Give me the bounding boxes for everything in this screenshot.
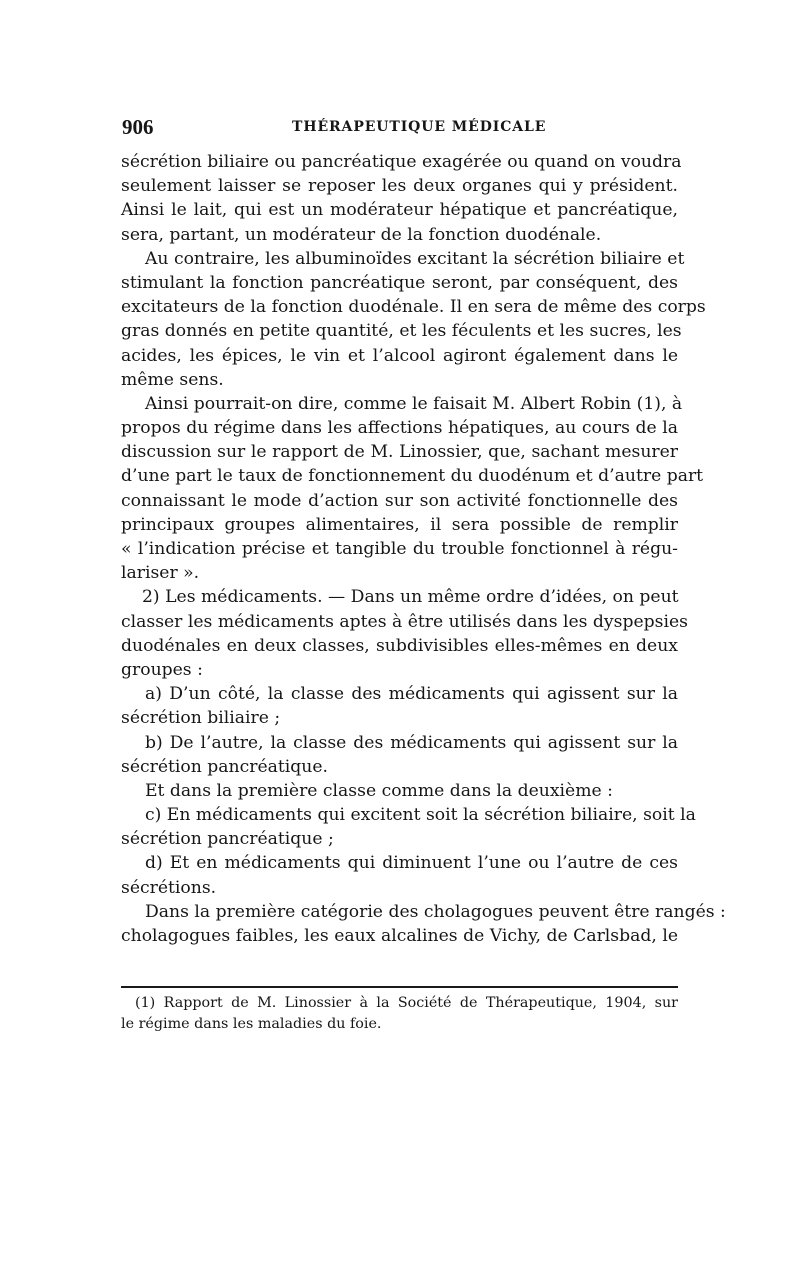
text-line: même sens. [121,369,224,390]
running-head: THÉRAPEUTIQUE MÉDICALE [292,119,547,135]
text-line: stimulant la fonction pancréatique seront, par conséquent, des [121,272,678,293]
text-line: Dans la première catégorie des cholagogues peuvent être rangés : [145,901,726,922]
text-line: acides, les épices, le vin et l’alcool agiront également dans le [121,345,678,366]
text-line: a) D’un côté, la classe des médicaments qui agissent sur la [145,684,678,705]
text-line: seulement laisser se reposer les deux organes qui y président. [121,176,678,197]
text-line: groupes : [121,659,203,680]
text-line: Ainsi pourrait-on dire, comme le faisait M. Albert Robin (1), à [145,393,683,414]
body-text [121,150,726,948]
text-line: d’une part le taux de fonctionnement du duodénum et d’autre part [121,466,704,487]
footnote-line: le régime dans les maladies du foie. [121,1016,382,1032]
text-line: « l’indication précise et tangible du trouble fonctionnel à régu- [121,539,678,559]
footnotes [121,993,678,1035]
footnote-separator [121,986,678,988]
text-line: cholagogues faibles, les eaux alcalines de Vichy, de Carlsbad, le [121,926,678,946]
footnote-line: (1) Rapport de M. Linossier à la Société de Thérapeutique, 1904, sur [135,995,678,1011]
text-line: lariser ». [121,563,200,584]
text-line: sécrétion pancréatique ; [121,829,334,850]
text-line: duodénales en deux classes, subdivisibles elles-mêmes en deux [121,635,678,656]
text-line: sécrétions. [121,877,217,898]
text-line: d) Et en médicaments qui diminuent l’une ou l’autre de ces [145,853,678,874]
text-line: sécrétion biliaire ou pancréatique exagérée ou quand on voudra [121,152,682,172]
text-line: gras donnés en petite quantité, et les féculents et les sucres, les [121,321,682,342]
page-number: 906 [122,115,154,139]
text-line: discussion sur le rapport de M. Linossier, que, sachant mesurer [121,442,678,463]
text-line: 2) Les médicaments. — Dans un même ordre d’idées, on peut [142,587,679,608]
page-header [122,115,678,145]
text-line: sécrétion pancréatique. [121,756,328,777]
text-line: classer les médicaments aptes à être utilisés dans les dyspepsies [121,611,688,632]
text-line: Et dans la première classe comme dans la deuxième : [145,780,613,801]
text-line: connaissant le mode d’action sur son activité fonctionnelle des [121,490,678,511]
text-line: Ainsi le lait, qui est un modérateur hépatique et pancréatique, [121,200,678,221]
text-line: excitateurs de la fonction duodénale. Il en sera de même des corps [121,297,706,318]
text-line: sera, partant, un modérateur de la fonction duodénale. [121,224,602,245]
text-line: propos du régime dans les affections hépatiques, au cours de la [121,418,678,439]
text-line: Au contraire, les albuminoïdes excitant la sécrétion biliaire et [145,248,685,269]
text-line: sécrétion biliaire ; [121,708,281,729]
text-line: c) En médicaments qui excitent soit la sécrétion biliaire, soit la [145,805,696,826]
text-line: b) De l’autre, la classe des médicaments qui agissent sur la [145,732,678,753]
text-line: principaux groupes alimentaires, il sera possible de remplir [121,514,678,535]
